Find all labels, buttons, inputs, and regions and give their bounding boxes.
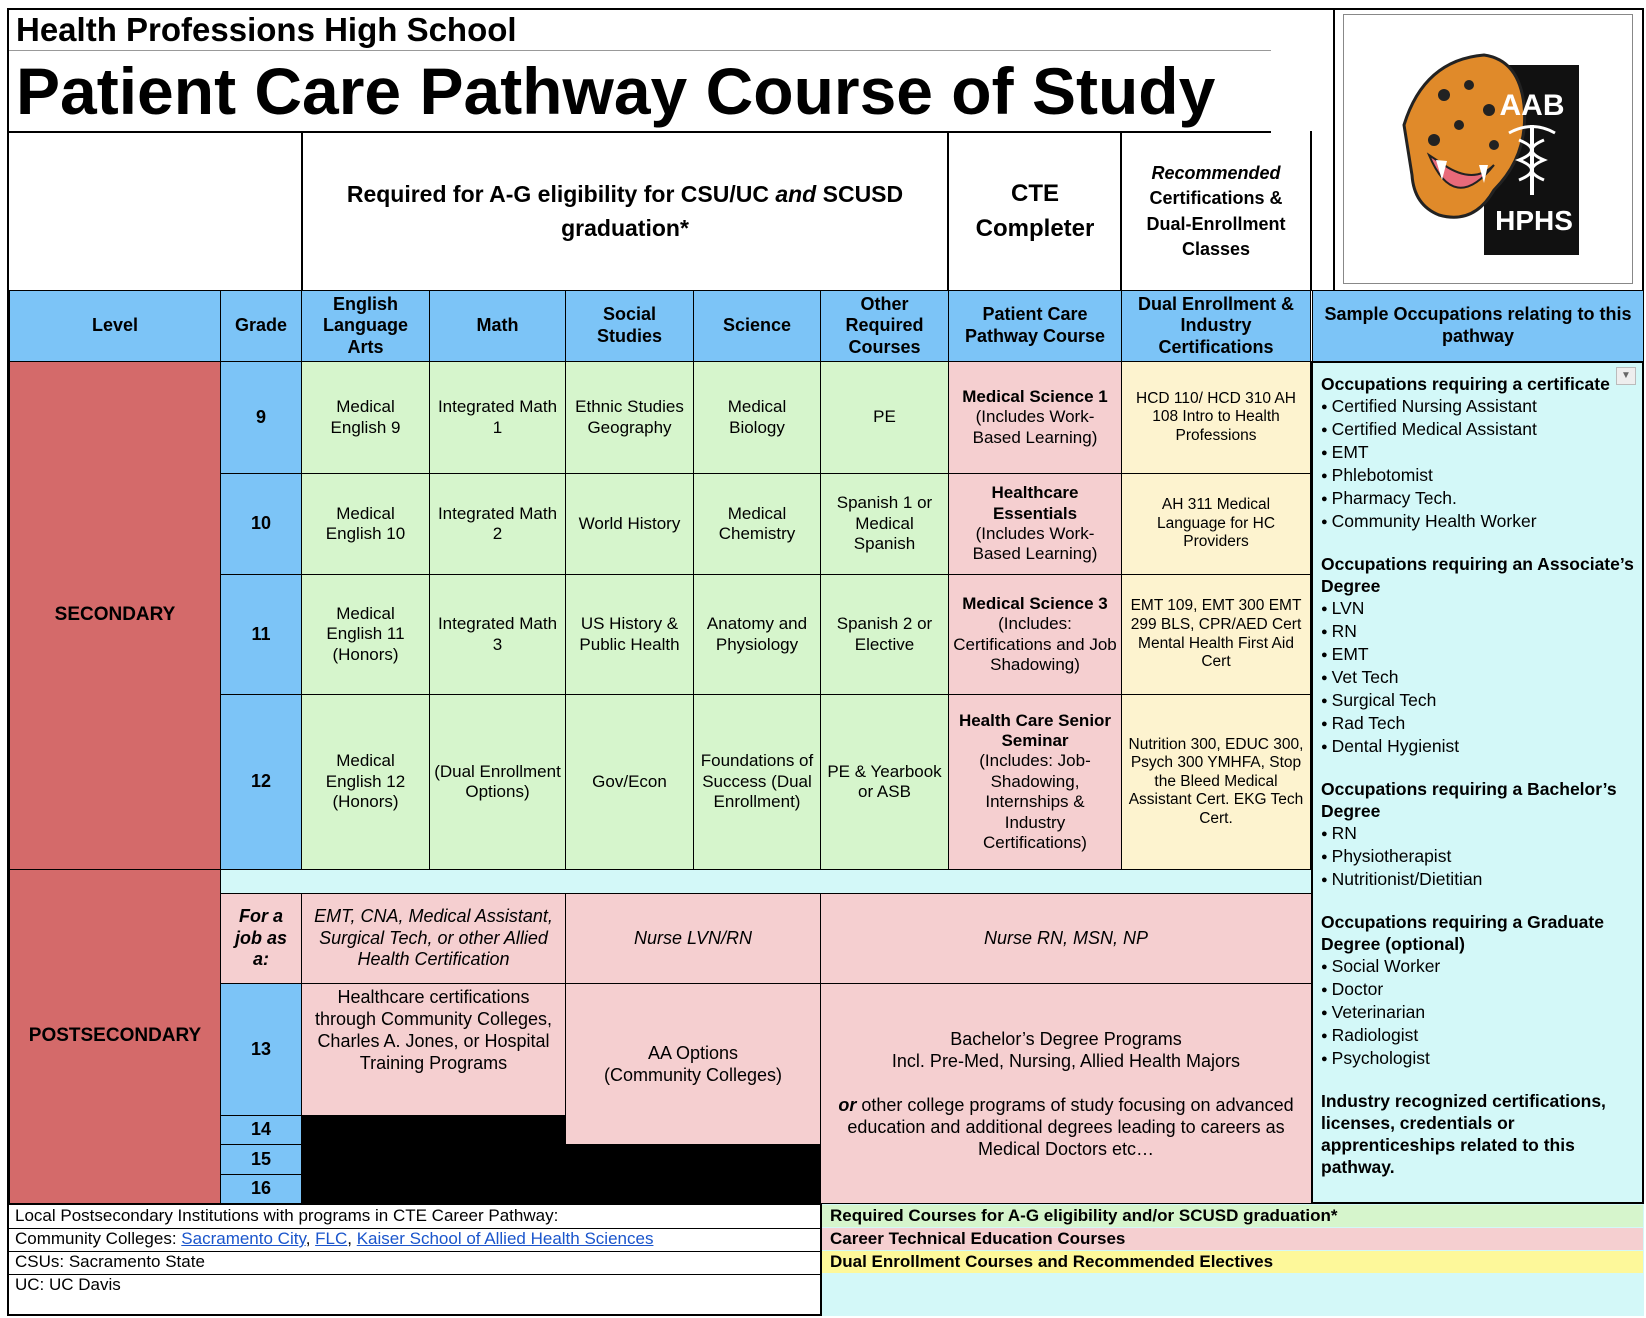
level-secondary: SECONDARY	[9, 361, 221, 870]
occupations-panel	[1311, 361, 1644, 1204]
col-grade: Grade	[220, 290, 302, 362]
aa-options-title: AA Options	[647, 1043, 739, 1063]
occupations-footer: Industry recognized certifications, licenses, credentials or apprenticeships related to this pathway.	[1321, 1091, 1606, 1177]
other-11: Spanish 2 or Elective	[820, 574, 949, 695]
link-sacramento-city[interactable]: Sacramento City	[181, 1229, 306, 1248]
occupation-item: ● Rad Tech	[1321, 712, 1634, 735]
bachelor-title: Bachelor’s Degree Programs	[950, 1028, 1182, 1049]
occupation-groups	[1321, 373, 1634, 1070]
pathway-12	[948, 694, 1122, 870]
dual-10: AH 311 Medical Language for HC Providers	[1121, 473, 1311, 575]
pathway-10	[948, 473, 1122, 575]
job-nurse-rn: Nurse RN, MSN, NP	[820, 893, 1312, 984]
col-ela: English Language Arts	[301, 290, 430, 362]
occupation-item: ● EMT	[1321, 441, 1634, 464]
occupation-item: ● Surgical Tech	[1321, 689, 1634, 712]
science-10: Medical Chemistry	[693, 473, 821, 575]
occupation-item: ● Radiologist	[1321, 1024, 1634, 1047]
job-nurse-lvn: Nurse LVN/RN	[565, 893, 821, 984]
ag-heading: Required for A-G eligibility for CSU/UC and SCUSD graduation*	[346, 181, 904, 241]
col-social: Social Studies	[565, 290, 694, 362]
occupation-item: ● Community Health Worker	[1321, 510, 1634, 533]
occupation-item: ● Phlebotomist	[1321, 464, 1634, 487]
link-kaiser[interactable]: Kaiser School of Allied Health Sciences	[356, 1229, 654, 1248]
legend-green: Required Courses for A-G eligibility and/or SCUSD graduation*	[822, 1205, 1643, 1227]
occupation-list	[1321, 955, 1634, 1070]
pathway-12-desc: (Includes: Job-Shadowing, Internships & Industry Certifications)	[979, 751, 1091, 852]
logo-aab-text: AAB	[1499, 89, 1565, 122]
legend-yellow: Dual Enrollment Courses and Recommended Electives	[822, 1251, 1643, 1273]
occupation-item: ● Certified Medical Assistant	[1321, 418, 1634, 441]
pathway-11	[948, 574, 1122, 695]
job-certification: EMT, CNA, Medical Assistant, Surgical Tech, or other Allied Health Certification	[301, 893, 566, 984]
aa-options	[565, 983, 821, 1145]
page-title: Patient Care Pathway Course of Study	[16, 54, 1216, 128]
blackout-15	[565, 1144, 821, 1204]
pathway-9-title: Medical Science 1	[962, 386, 1108, 406]
social-10: World History	[565, 473, 694, 575]
local-institutions-label: Local Postsecondary Institutions with programs in CTE Career Pathway:	[15, 1206, 559, 1225]
col-level: Level	[9, 290, 221, 362]
occupation-item: ● Vet Tech	[1321, 666, 1634, 689]
science-9: Medical Biology	[693, 361, 821, 474]
legend-pink: Career Technical Education Courses	[822, 1228, 1643, 1250]
grade-15: 15	[220, 1144, 302, 1175]
subheader-divider-3	[1310, 131, 1312, 291]
occupation-item: ● Dental Hygienist	[1321, 735, 1634, 758]
ela-12: Medical English 12 (Honors)	[301, 694, 430, 870]
occupation-item: ● Certified Nursing Assistant	[1321, 395, 1634, 418]
occupation-item: ● EMT	[1321, 643, 1634, 666]
community-colleges: Community Colleges: Sacramento City, FLC, Kaiser School of Allied Health Sciences	[15, 1229, 654, 1248]
local-divider-3	[9, 1274, 821, 1275]
occupation-group-heading: Occupations requiring an Associate’s Degree	[1321, 554, 1634, 596]
science-12: Foundations of Success (Dual Enrollment)	[693, 694, 821, 870]
occupation-item: ● Nutritionist/Dietitian	[1321, 868, 1634, 891]
dual-12: Nutrition 300, EDUC 300, Psych 300 YMHFA, Stop the Bleed Medical Assistant Cert. EKG Tech Cert.	[1121, 694, 1311, 870]
dual-9: HCD 110/ HCD 310 AH 108 Intro to Health Professions	[1121, 361, 1311, 474]
uc: UC: UC Davis	[15, 1275, 121, 1294]
grade-10: 10	[220, 473, 302, 575]
title-right-border	[1333, 8, 1335, 290]
dual-11: EMT 109, EMT 300 EMT 299 BLS, CPR/AED Cert Mental Health First Aid Cert	[1121, 574, 1311, 695]
bachelor-programs	[820, 983, 1312, 1204]
title-divider	[9, 50, 1271, 51]
occupation-item: ● Veterinarian	[1321, 1001, 1634, 1024]
occupation-group-heading: Occupations requiring a Graduate Degree (optional)	[1321, 912, 1604, 954]
occupation-item: ● Doctor	[1321, 978, 1634, 1001]
link-flc[interactable]: FLC	[315, 1229, 348, 1248]
cert-programs: Healthcare certifications through Community Colleges, Charles A. Jones, or Hospital Training Programs	[301, 983, 566, 1116]
math-12: (Dual Enrollment Options)	[429, 694, 566, 870]
job-as-label: For a job as a:	[220, 893, 302, 984]
occupation-group-heading: Occupations requiring a Bachelor’s Degree	[1321, 779, 1617, 821]
blackout-14	[301, 1115, 566, 1204]
recommended-heading	[1122, 132, 1310, 291]
pathway-11-title: Medical Science 3	[962, 593, 1108, 613]
grade-11: 11	[220, 574, 302, 695]
ela-11: Medical English 11 (Honors)	[301, 574, 430, 695]
pathway-9-desc: (Includes Work-Based Learning)	[972, 407, 1098, 447]
col-pathway: Patient Care Pathway Course	[948, 290, 1122, 362]
occupation-item: ● RN	[1321, 620, 1634, 643]
science-11: Anatomy and Physiology	[693, 574, 821, 695]
jaguar-caduceus-logo	[1344, 15, 1632, 283]
occupation-list	[1321, 597, 1634, 758]
logo-box	[1343, 14, 1633, 284]
school-name: Health Professions High School	[16, 11, 517, 48]
grade-12: 12	[220, 694, 302, 870]
occupation-item: ● Social Worker	[1321, 955, 1634, 978]
math-10: Integrated Math 2	[429, 473, 566, 575]
cte-completer-heading: CTE Completer	[975, 179, 1095, 242]
occupation-item: ● Pharmacy Tech.	[1321, 487, 1634, 510]
col-math: Math	[429, 290, 566, 362]
pathway-10-title: Healthcare Essentials	[991, 483, 1079, 523]
spacer-row	[220, 869, 1312, 894]
grade-16: 16	[220, 1174, 302, 1204]
other-9: PE	[820, 361, 949, 474]
pathway-9	[948, 361, 1122, 474]
recommended-word: Recommended	[1151, 163, 1281, 184]
math-9: Integrated Math 1	[429, 361, 566, 474]
community-colleges-label: Community Colleges:	[15, 1229, 182, 1248]
other-12: PE & Yearbook or ASB	[820, 694, 949, 870]
occupation-item: ● LVN	[1321, 597, 1634, 620]
col-science: Science	[693, 290, 821, 362]
level-postsecondary: POSTSECONDARY	[9, 869, 221, 1204]
math-11: Integrated Math 3	[429, 574, 566, 695]
aa-options-sub: (Community Colleges)	[603, 1065, 783, 1085]
other-10: Spanish 1 or Medical Spanish	[820, 473, 949, 575]
occupation-list	[1321, 395, 1634, 533]
social-9: Ethnic Studies Geography	[565, 361, 694, 474]
col-other: Other Required Courses	[820, 290, 949, 362]
occupation-list	[1321, 822, 1634, 891]
occupation-item: ● Physiotherapist	[1321, 845, 1634, 868]
occupation-item: ● Psychologist	[1321, 1047, 1634, 1070]
pathway-10-desc: (Includes Work-Based Learning)	[972, 524, 1098, 564]
ela-10: Medical English 10	[301, 473, 430, 575]
ela-9: Medical English 9	[301, 361, 430, 474]
dropdown-arrow-icon[interactable]: ▼	[1616, 367, 1636, 385]
grade-13: 13	[220, 983, 302, 1116]
pathway-12-title: Health Care Senior Seminar	[958, 710, 1112, 751]
bachelor-sub: Incl. Pre-Med, Nursing, Allied Health Majors	[891, 1050, 1241, 1071]
pathway-11-desc: (Includes: Certifications and Job Shadowing)	[953, 614, 1117, 674]
occupation-group-heading: Occupations requiring a certificate	[1321, 374, 1610, 394]
social-12: Gov/Econ	[565, 694, 694, 870]
social-11: US History & Public Health	[565, 574, 694, 695]
logo-hphs-text: HPHS	[1495, 205, 1573, 236]
col-dual: Dual Enrollment & Industry Certifications	[1121, 290, 1311, 362]
bachelor-other: or other college programs of study focusing on advanced education and additional degrees leading to careers as Medical Doctors etc…	[838, 1094, 1294, 1159]
grade-14: 14	[220, 1115, 302, 1145]
recommended-rest: Certifications & Dual-Enrollment Classes	[1146, 188, 1286, 259]
occupation-item: ● RN	[1321, 822, 1634, 845]
col-occupations: Sample Occupations relating to this pathway	[1312, 290, 1644, 362]
csus: CSUs: Sacramento State	[15, 1252, 205, 1271]
grade-9: 9	[220, 361, 302, 474]
